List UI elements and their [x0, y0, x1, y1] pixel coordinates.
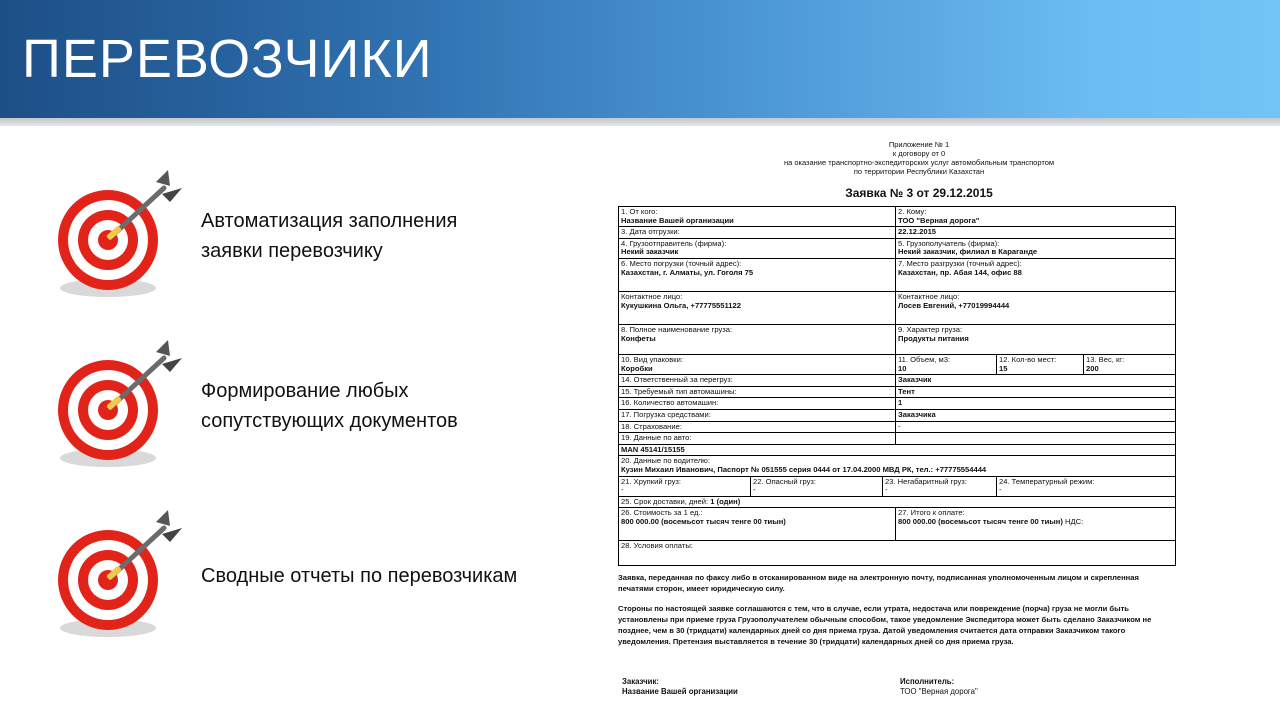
signature-carrier	[900, 677, 978, 697]
document-header-line: по территории Республики Казахстан	[853, 167, 985, 176]
field-label: 17. Погрузка средствами:	[621, 409, 711, 419]
form-cell	[896, 409, 1176, 421]
table-row	[619, 541, 1176, 566]
field-value: 10	[898, 363, 907, 373]
field-value: -	[753, 485, 756, 495]
form-cell	[997, 476, 1176, 496]
form-cell	[896, 227, 1176, 239]
signature-customer	[622, 677, 738, 697]
document-header-line: Приложение № 1	[888, 140, 950, 149]
field-value: -	[885, 485, 888, 495]
field-value: Продукты питания	[898, 333, 969, 343]
field-label: 27. Итого к оплате:	[898, 508, 965, 518]
table-row	[619, 508, 1176, 541]
signature-block	[618, 677, 1180, 707]
form-cell	[619, 207, 896, 227]
form-cell	[896, 324, 1176, 354]
form-cell	[896, 258, 1176, 291]
form-cell	[896, 421, 1176, 433]
form-cell	[619, 375, 896, 387]
form-cell	[1084, 354, 1176, 374]
field-value: 800 000.00 (восемьсот тысяч тенге 00 тиын)	[898, 516, 1063, 526]
field-label: 14. Ответственный за перегруз:	[621, 375, 733, 385]
field-label: 1. От кого:	[621, 207, 658, 216]
table-row	[619, 238, 1176, 258]
form-cell	[896, 375, 1176, 387]
field-label: 13. Вес, кг:	[1086, 354, 1125, 364]
table-row	[619, 421, 1176, 433]
signature-name: Название Вашей организации	[622, 687, 738, 697]
form-cell	[751, 476, 883, 496]
document-header	[618, 140, 1180, 176]
field-value: Лосев Евгений, +77019994444	[898, 300, 1010, 310]
field-value: 800 000.00 (восемьсот тысяч тенге 00 тиын)	[621, 516, 786, 526]
table-row	[619, 444, 1176, 456]
feature-text: Формирование любых сопутствующих документов	[201, 380, 458, 432]
field-value: 1	[898, 398, 903, 408]
target-dart-icon	[52, 166, 192, 306]
form-cell	[619, 496, 1176, 508]
field-label: 25. Срок доставки, дней:	[621, 496, 709, 506]
field-label: 4. Грузоотправитель (фирма):	[621, 238, 727, 248]
field-value: -	[898, 421, 901, 431]
feature-item-reports	[52, 506, 518, 646]
field-value: 200	[1086, 363, 1099, 373]
document-header-line: к договору от 0	[892, 149, 946, 158]
claims-paragraph: Стороны по настоящей заявке соглашаются с тем, что в случае, если утрата, недостача или повреждение (порча) груза не могли быть установлены при приеме груза Грузополучателем обычным способом, такое уведомление Экспедитора может быть сделано Заказчиком не позднее, чем в 30 (тридцати) календарных дней со дня приема груза. Датой уведомления считается дата отправки Заказчиком такого уведомления. Претензия выставляется в течение 30 (тридцати) календарных дней со дня приема груза.	[618, 604, 1152, 647]
table-row	[619, 476, 1176, 496]
field-label: 20. Данные по водителю:	[621, 456, 710, 466]
table-row	[619, 291, 1176, 324]
target-dart-icon	[52, 506, 192, 646]
form-cell	[997, 354, 1084, 374]
field-value: MAN 45141/15155	[621, 444, 685, 454]
form-cell	[896, 398, 1176, 410]
field-label: 16. Количество автомашин:	[621, 398, 719, 408]
feature-item-autofill	[52, 166, 512, 306]
field-label: 12. Кол-во мест:	[999, 354, 1057, 364]
form-cell	[619, 227, 896, 239]
field-label: 6. Место погрузки (точный адрес):	[621, 258, 742, 268]
field-value: Некий заказчик, филиал в Караганде	[898, 247, 1038, 257]
field-label: 28. Условия оплаты:	[621, 541, 693, 551]
document-title: Заявка № 3 от 29.12.2015	[845, 186, 993, 200]
form-cell	[619, 409, 896, 421]
field-value: -	[621, 485, 624, 495]
field-label: 8. Полное наименование груза:	[621, 324, 733, 334]
field-label: 24. Температурный режим:	[999, 476, 1095, 486]
field-label: 18. Страхование:	[621, 421, 682, 431]
table-row	[619, 354, 1176, 374]
field-label: 10. Вид упаковки:	[621, 354, 683, 364]
signature-name: ТОО "Верная дорога"	[900, 687, 978, 697]
field-value: Конфеты	[621, 333, 656, 343]
form-cell	[896, 354, 997, 374]
field-value: Тент	[898, 386, 915, 396]
field-value: Заказчик	[898, 375, 932, 385]
table-row	[619, 433, 1176, 445]
field-value: Коробки	[621, 363, 653, 373]
banner-divider	[0, 118, 1280, 126]
form-cell	[619, 238, 896, 258]
field-label: 2. Кому:	[898, 207, 927, 216]
legal-paragraph: Заявка, переданная по факсу либо в отсканированном виде на электронную почту, подписанная уполномоченным лицом и скрепленная печатями сторон, имеет юридическую силу.	[618, 573, 1139, 594]
form-cell	[896, 386, 1176, 398]
field-label: 11. Объем, м3:	[898, 354, 951, 364]
field-label: 15. Требуемый тип автомашины:	[621, 386, 737, 396]
form-cell	[619, 456, 1176, 476]
field-value: Кузин Михаил Иванович, Паспорт № 051555 серия 0444 от 17.04.2000 МВД РК, тел.: +77775554444	[621, 464, 987, 474]
field-label: Контактное лицо:	[898, 291, 960, 301]
vat-label: НДС:	[1064, 516, 1084, 526]
field-value: -	[999, 485, 1002, 495]
form-cell	[619, 433, 896, 445]
field-value: Некий заказчик	[621, 247, 679, 257]
document-header-line: на оказание транспортно-экспедиторских услуг автомобильным транспортом	[783, 158, 1055, 167]
form-cell	[896, 238, 1176, 258]
field-label: Контактное лицо:	[621, 291, 683, 301]
table-row	[619, 496, 1176, 508]
field-label: 21. Хрупкий груз:	[621, 476, 681, 486]
field-label: 9. Характер груза:	[898, 324, 963, 334]
order-document	[618, 140, 1180, 710]
field-value: Название Вашей организации	[621, 215, 734, 225]
field-label: 23. Негабаритный груз:	[885, 476, 967, 486]
field-label: 26. Стоимость за 1 ед.:	[621, 508, 703, 518]
form-cell	[619, 444, 1176, 456]
form-cell	[896, 433, 1176, 445]
form-cell	[896, 508, 1176, 541]
table-row	[619, 375, 1176, 387]
form-cell	[619, 541, 1176, 566]
field-value: ТОО "Верная дорога"	[898, 215, 980, 225]
table-row	[619, 398, 1176, 410]
form-cell	[619, 354, 896, 374]
form-cell	[896, 207, 1176, 227]
field-value: 22.12.2015	[898, 227, 937, 237]
table-row	[619, 324, 1176, 354]
field-label: 3. Дата отгрузки:	[621, 227, 680, 237]
form-cell	[619, 324, 896, 354]
field-label: 7. Место разгрузки (точный адрес):	[898, 258, 1022, 268]
table-row	[619, 409, 1176, 421]
field-value: 1 (один)	[710, 496, 741, 506]
table-row	[619, 207, 1176, 227]
field-value: Казахстан, г. Алматы, ул. Гоголя 75	[621, 267, 754, 277]
form-cell	[619, 258, 896, 291]
order-form-table	[618, 206, 1176, 566]
form-cell	[883, 476, 997, 496]
slide-title: ПЕРЕВОЗЧИКИ	[22, 29, 433, 89]
form-cell	[619, 386, 896, 398]
feature-text: Автоматизация заполнения заявки перевозчику	[201, 210, 458, 262]
target-dart-icon	[52, 336, 192, 476]
form-cell	[619, 508, 896, 541]
table-row	[619, 227, 1176, 239]
field-label: 5. Грузополучатель (фирма):	[898, 238, 1000, 248]
form-cell	[619, 476, 751, 496]
feature-item-documents	[52, 336, 512, 476]
signature-label: Заказчик:	[622, 677, 659, 687]
form-cell	[619, 291, 896, 324]
table-row	[619, 386, 1176, 398]
table-row	[619, 456, 1176, 476]
form-cell	[896, 291, 1176, 324]
field-value: Казахстан, пр. Абая 144, офис 88	[898, 267, 1022, 277]
form-cell	[619, 398, 896, 410]
form-cell	[619, 421, 896, 433]
signature-label: Исполнитель:	[900, 677, 955, 687]
field-value: Заказчика	[898, 409, 936, 419]
table-row	[619, 258, 1176, 291]
field-label: 22. Опасный груз:	[753, 476, 817, 486]
field-label: 19. Данные по авто:	[621, 433, 692, 443]
field-value: 15	[999, 363, 1008, 373]
feature-text: Сводные отчеты по перевозчикам	[201, 565, 518, 587]
field-value: Кукушкина Ольга, +77775551122	[621, 300, 741, 310]
